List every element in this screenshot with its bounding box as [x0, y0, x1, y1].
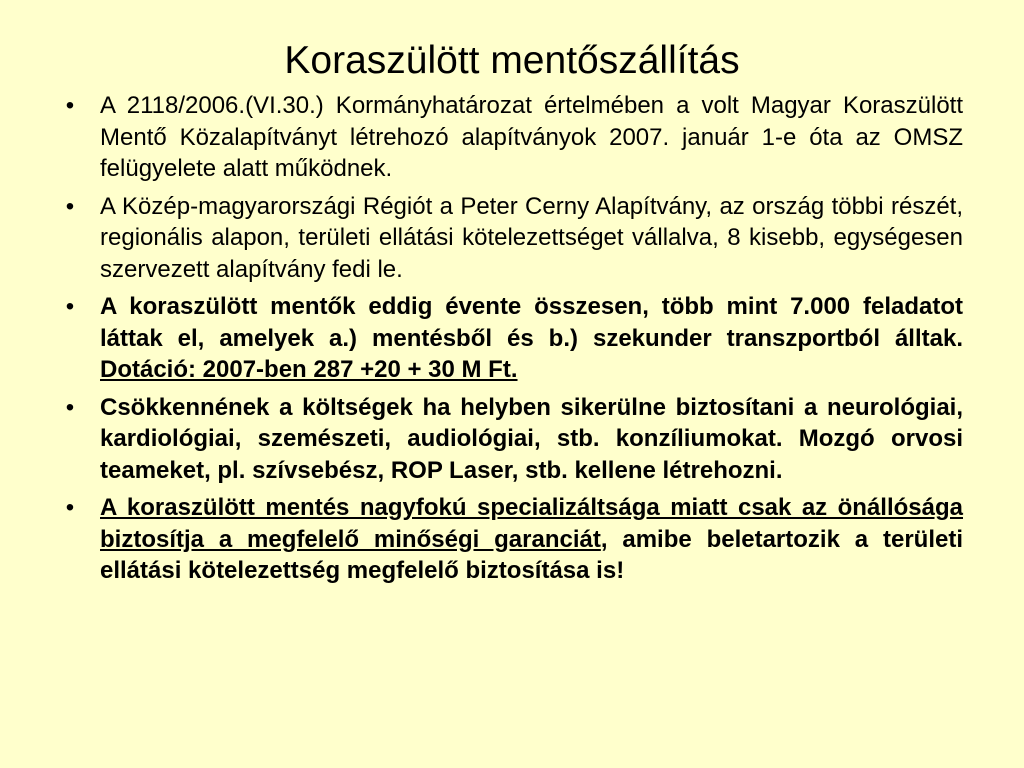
bullet-list: [60, 90, 963, 593]
bullet-text: A Közép-magyarországi Régiót a Peter Cerny Alapítvány, az ország többi részét, regionális alapon, területi ellátási kötelezettséget vállalva, 8 kisebb, egységesen szervezett alapítvány fedi le.: [100, 192, 963, 283]
bullet-text: A 2118/2006.(VI.30.) Kormányhatározat értelmében a volt Magyar Koraszülött Mentő Közalapítványt létrehozó alapítványok 2007. január 1-e óta az OMSZ felügyelete alatt működnek.: [100, 92, 963, 182]
bullet-item-specialization: [60, 492, 963, 587]
bullet-text: , amibe beletartozik a területi ellátási kötelezettség megfelelő biztosítása is!: [100, 525, 963, 584]
bullet-icon: •: [65, 92, 75, 119]
bullet-item-omsz: [60, 90, 963, 185]
bullet-icon: •: [65, 494, 75, 521]
bullet-icon: •: [65, 192, 75, 220]
bullet-icon: •: [65, 293, 75, 320]
funding-text: Dotáció: 2007-ben 287 +20 + 30 M Ft.: [100, 356, 518, 383]
bullet-text-emphasis: A koraszülött mentés nagyfokú specializáltsága miatt csak az önállósága biztosítja a megfelelő minőségi garanciát: [100, 494, 963, 553]
bullet-item-regions: [60, 191, 963, 286]
bullet-item-tasks: [60, 291, 963, 386]
slide-title: Koraszülött mentőszállítás: [284, 39, 740, 82]
bullet-text: A koraszülött mentők eddig évente összesen, több mint 7.000 feladatot láttak el, amelyek a.) mentésből és b.) szekunder transzportból álltak.: [100, 293, 963, 352]
bullet-icon: •: [65, 393, 75, 421]
bullet-text: Csökkennének a költségek ha helyben sikerülne biztosítani a neurológiai, kardiológiai, szemészeti, audiológiai, stb. konzíliumokat. Mozgó orvosi teameket, pl. szívsebész, ROP Laser, stb. kellene létrehozni.: [100, 393, 963, 484]
bullet-item-costs: [60, 392, 963, 487]
